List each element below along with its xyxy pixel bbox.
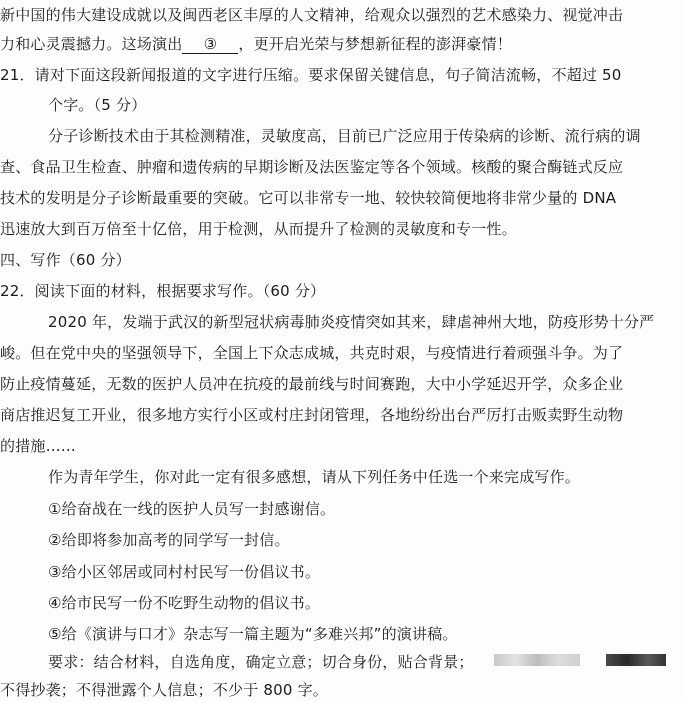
material-line: 防止疫情蔓延，无数的医护人员冲在抗疫的最前线与时间赛跑，大中小学延迟开学，众多企业 xyxy=(0,375,624,393)
material-line: 峻。但在党中央的坚强领导下，全国上下众志成城，共克时艰，与疫情进行着顽强斗争。为了 xyxy=(0,344,624,362)
material-line: 的措施…… xyxy=(0,437,77,455)
material-line: 商店推迟复工开业，很多地方实行小区或村庄封闭管理，各地纷纷出台严厉打击贩卖野生动物 xyxy=(0,406,624,424)
fill-in-blank: ③ xyxy=(182,35,238,54)
question-22-prompt: 22．阅读下面的材料，根据要求写作。（60 分） xyxy=(0,282,326,300)
task-option: ⑤给《演讲与口才》杂志写一篇主题为“多难兴邦”的演讲稿。 xyxy=(48,625,458,643)
text-segment: ，更开启光荣与梦想新征程的澎湃豪情！ xyxy=(238,35,513,53)
task-option: ①给奋战在一线的医护人员写一封感谢信。 xyxy=(48,500,336,518)
requirements-line: 不得抄袭；不得泄露个人信息；不少于 800 字。 xyxy=(0,681,328,699)
passage-line: 技术的发明是分子诊断最重要的突破。它可以非常专一地、较快较简便地将非常少量的 DNA xyxy=(0,189,617,207)
requirements-line: 要求：结合材料，自选角度，确定立意；切合身份，贴合背景； xyxy=(48,653,474,671)
text-line: 新中国的伟大建设成就以及闽西老区丰厚的人文精神，给观众以强烈的艺术感染力、视觉冲击 xyxy=(0,6,624,24)
task-option: ④给市民写一份不吃野生动物的倡议书。 xyxy=(48,594,321,612)
passage-line: 查、食品卫生检查、肿瘤和遗传病的早期诊断及法医鉴定等各个领域。核酸的聚合酶链式反应 xyxy=(0,158,624,176)
redacted-text-block xyxy=(606,654,666,666)
question-21-points: 个字。（5 分） xyxy=(48,96,147,114)
material-line: 2020 年，发端于武汉的新型冠状病毒肺炎疫情突如其来，肆虐神州大地，防疫形势十分严 xyxy=(48,313,655,331)
passage-line: 迅速放大到百万倍至十亿倍，用于检测，从而提升了检测的灵敏度和专一性。 xyxy=(0,220,517,238)
task-option: ②给即将参加高考的同学写一封信。 xyxy=(48,531,290,549)
task-option: ③给小区邻居或同村村民写一份倡议书。 xyxy=(48,563,321,581)
text-line-with-blank xyxy=(0,33,683,55)
redacted-text-block xyxy=(494,654,580,666)
section-heading: 四、写作（60 分） xyxy=(0,251,131,269)
question-21-prompt: 21．请对下面这段新闻报道的文字进行压缩。要求保留关键信息，句子简洁流畅，不超过 50 xyxy=(0,66,622,84)
task-intro: 作为青年学生，你对此一定有很多感想，请从下列任务中任选一个来完成写作。 xyxy=(48,468,581,486)
passage-line: 分子诊断技术由于其检测精准，灵敏度高，目前已广泛应用于传染病的诊断、流行病的调 xyxy=(48,127,641,145)
text-segment: 力和心灵震撼力。这场演出 xyxy=(0,35,183,53)
